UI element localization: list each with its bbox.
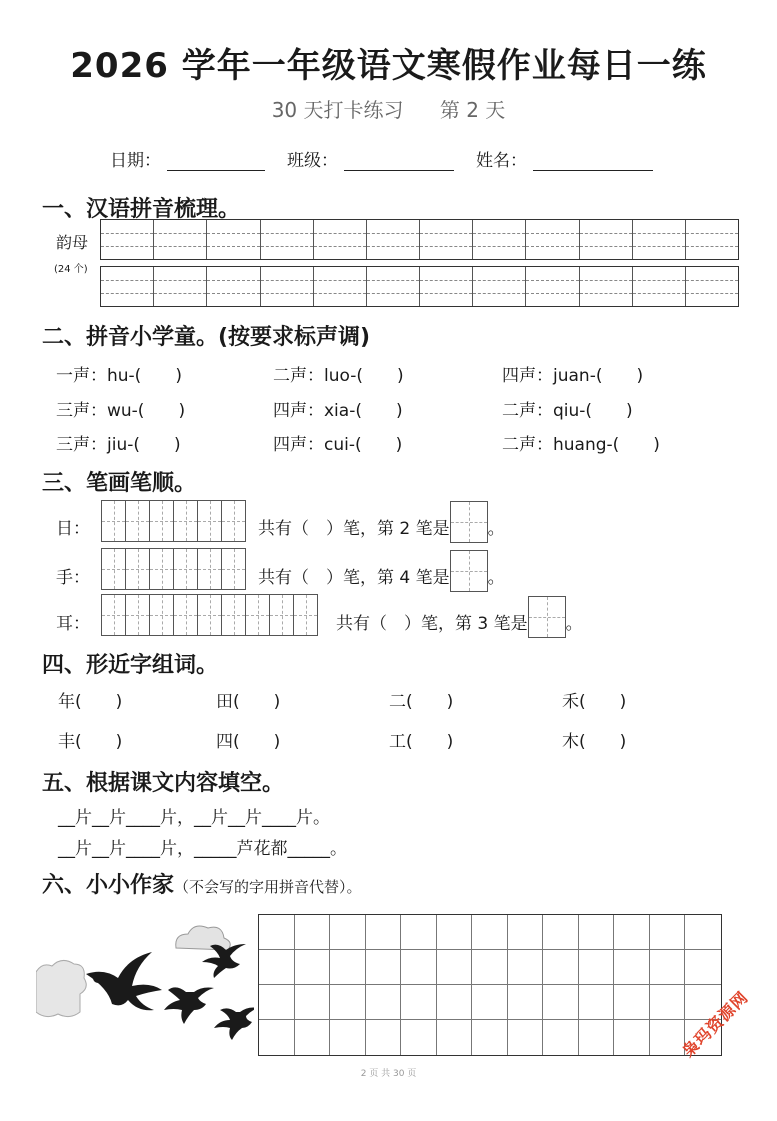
answer-box[interactable] [528, 596, 566, 638]
swallow-icon [214, 1008, 254, 1041]
composition-cell[interactable] [330, 950, 366, 985]
pinyin-cell[interactable] [154, 267, 207, 306]
pinyin-cell[interactable] [101, 220, 154, 259]
composition-cell[interactable] [259, 1020, 295, 1055]
answer-box[interactable] [450, 501, 488, 543]
section-5-title: 五、根据课文内容填空。 [42, 771, 285, 796]
name-field[interactable] [476, 146, 653, 171]
pinyin-cell[interactable] [686, 267, 738, 306]
composition-cell[interactable] [437, 915, 473, 950]
composition-cell[interactable] [330, 1020, 366, 1055]
pinyin-cell[interactable] [207, 267, 260, 306]
pinyin-cell[interactable] [526, 267, 579, 306]
period: 。 [487, 519, 505, 539]
composition-cell[interactable] [401, 1020, 437, 1055]
stroke-question-text: 共有（ ）笔，第 4 笔是 [258, 568, 450, 588]
cloud-icon [176, 926, 231, 950]
fill-blank-line: __片__片____片，_____芦花都_____。 [58, 839, 347, 859]
composition-cell[interactable] [437, 950, 473, 985]
tone-question: 二声：luo-( ) [273, 366, 404, 386]
composition-cell[interactable] [366, 1020, 402, 1055]
swallow-icon [86, 952, 162, 1010]
pinyin-writing-row[interactable] [100, 266, 739, 307]
page-number: 2 页 共 30 页 [360, 1069, 417, 1079]
word-group-item: 禾( ) [562, 692, 627, 712]
word-group-item: 木( ) [562, 732, 627, 752]
tone-question: 四声：juan-( ) [502, 366, 644, 386]
name-blank[interactable] [533, 169, 653, 171]
composition-cell[interactable] [650, 985, 686, 1020]
composition-cell[interactable] [259, 915, 295, 950]
cloud-icon [36, 960, 86, 1016]
pinyin-cell[interactable] [580, 267, 633, 306]
composition-cell[interactable] [543, 985, 579, 1020]
tone-question: 二声：huang-( ) [502, 435, 660, 455]
composition-cell[interactable] [614, 915, 650, 950]
stroke-question-text: 共有（ ）笔，第 2 笔是 [258, 519, 450, 539]
composition-cell[interactable] [401, 950, 437, 985]
composition-cell[interactable] [401, 915, 437, 950]
name-label: 姓名： [476, 151, 527, 171]
class-blank[interactable] [344, 169, 454, 171]
pinyin-cell[interactable] [686, 220, 738, 259]
period: 。 [565, 614, 583, 634]
date-blank[interactable] [167, 169, 265, 171]
composition-cell[interactable] [437, 985, 473, 1020]
pinyin-cell[interactable] [367, 267, 420, 306]
section-6-heading: 六、小小作家 [42, 873, 175, 898]
composition-cell[interactable] [685, 950, 721, 985]
composition-cell[interactable] [543, 1020, 579, 1055]
pinyin-cell[interactable] [314, 220, 367, 259]
composition-cell[interactable] [330, 985, 366, 1020]
composition-cell[interactable] [437, 1020, 473, 1055]
pinyin-cell[interactable] [207, 220, 260, 259]
word-group-item: 四( ) [216, 732, 281, 752]
composition-grid[interactable] [258, 914, 722, 1056]
composition-cell[interactable] [650, 950, 686, 985]
stroke-question-text: 共有（ ）笔，第 3 笔是 [336, 614, 528, 634]
fill-blank-line: __片__片____片，__片__片____片。 [58, 808, 330, 828]
composition-cell[interactable] [543, 915, 579, 950]
class-label: 班级： [287, 151, 338, 171]
pinyin-cell[interactable] [261, 267, 314, 306]
section-3-title: 三、笔画笔顺。 [42, 471, 197, 496]
tone-question: 三声：jiu-( ) [56, 435, 181, 455]
composition-cell[interactable] [472, 1020, 508, 1055]
pinyin-cell[interactable] [367, 220, 420, 259]
pinyin-cell[interactable] [420, 267, 473, 306]
composition-cell[interactable] [366, 950, 402, 985]
page-title: 2026 学年一年级语文寒假作业每日一练 [70, 46, 707, 86]
pinyin-cell[interactable] [473, 267, 526, 306]
composition-cell[interactable] [295, 985, 331, 1020]
composition-cell[interactable] [401, 985, 437, 1020]
tone-question: 二声：qiu-( ) [502, 401, 633, 421]
watermark: 枭玛资源网 [678, 987, 752, 1061]
info-line [110, 146, 675, 171]
pinyin-cell[interactable] [314, 267, 367, 306]
subtitle-practice: 30 天打卡练习 [271, 98, 404, 122]
pinyin-cell[interactable] [473, 220, 526, 259]
composition-cell[interactable] [614, 1020, 650, 1055]
stroke-char: 耳： [56, 614, 90, 634]
word-group-item: 工( ) [389, 732, 454, 752]
class-field[interactable] [287, 146, 454, 171]
composition-cell[interactable] [650, 915, 686, 950]
subtitle-day: 第 2 天 [439, 98, 506, 122]
composition-cell[interactable] [508, 915, 544, 950]
composition-cell[interactable] [543, 950, 579, 985]
pinyin-writing-row[interactable] [100, 219, 739, 260]
composition-cell[interactable] [685, 915, 721, 950]
stroke-question [258, 563, 505, 592]
composition-cell[interactable] [508, 1020, 544, 1055]
stroke-char: 日： [56, 519, 90, 539]
answer-box[interactable] [450, 550, 488, 592]
date-field[interactable] [110, 146, 265, 171]
word-group-item: 丰( ) [58, 732, 123, 752]
composition-cell[interactable] [295, 915, 331, 950]
stroke-grid[interactable] [101, 548, 246, 590]
section-6-title [42, 868, 362, 899]
section-6-note: （不会写的字用拼音代替）。 [174, 878, 362, 896]
composition-cell[interactable] [295, 950, 331, 985]
composition-cell[interactable] [579, 1020, 615, 1055]
section-2-title: 二、拼音小学童。(按要求标声调) [42, 325, 371, 350]
composition-cell[interactable] [508, 985, 544, 1020]
tone-question: 一声：hu-( ) [56, 366, 182, 386]
composition-cell[interactable] [579, 950, 615, 985]
stroke-char: 手： [56, 568, 90, 588]
tone-question: 四声：xia-( ) [273, 401, 403, 421]
composition-cell[interactable] [508, 950, 544, 985]
period: 。 [487, 568, 505, 588]
tone-question: 三声：wu-( ) [56, 401, 186, 421]
pinyin-cell[interactable] [633, 220, 686, 259]
yunmu-count: (24 个) [54, 264, 88, 275]
composition-cell[interactable] [259, 950, 295, 985]
stroke-question [258, 514, 505, 543]
yunmu-label: 韵母 [56, 233, 89, 252]
pinyin-cell[interactable] [101, 267, 154, 306]
composition-cell[interactable] [614, 950, 650, 985]
composition-cell[interactable] [472, 915, 508, 950]
pinyin-cell[interactable] [580, 220, 633, 259]
pinyin-cell[interactable] [526, 220, 579, 259]
word-group-item: 田( ) [216, 692, 281, 712]
composition-cell[interactable] [366, 985, 402, 1020]
composition-cell[interactable] [579, 915, 615, 950]
word-group-item: 二( ) [389, 692, 454, 712]
pinyin-cell[interactable] [261, 220, 314, 259]
pinyin-cell[interactable] [633, 267, 686, 306]
section-4-title: 四、形近字组词。 [42, 653, 219, 678]
composition-cell[interactable] [472, 985, 508, 1020]
page-subtitle [0, 94, 777, 123]
stroke-question [336, 609, 583, 638]
stroke-grid[interactable] [101, 500, 246, 542]
composition-cell[interactable] [366, 915, 402, 950]
swallows-illustration [36, 914, 254, 1062]
word-group-item: 年( ) [58, 692, 123, 712]
composition-cell[interactable] [579, 985, 615, 1020]
composition-cell[interactable] [295, 1020, 331, 1055]
pinyin-cell[interactable] [420, 220, 473, 259]
composition-cell[interactable] [614, 985, 650, 1020]
pinyin-cell[interactable] [154, 220, 207, 259]
composition-cell[interactable] [259, 985, 295, 1020]
tone-question: 四声：cui-( ) [273, 435, 403, 455]
section-1-title: 一、汉语拼音梳理。 [42, 197, 241, 222]
date-label: 日期： [110, 151, 161, 171]
composition-cell[interactable] [472, 950, 508, 985]
stroke-grid[interactable] [101, 594, 318, 636]
composition-cell[interactable] [330, 915, 366, 950]
swallow-icon [164, 987, 214, 1024]
